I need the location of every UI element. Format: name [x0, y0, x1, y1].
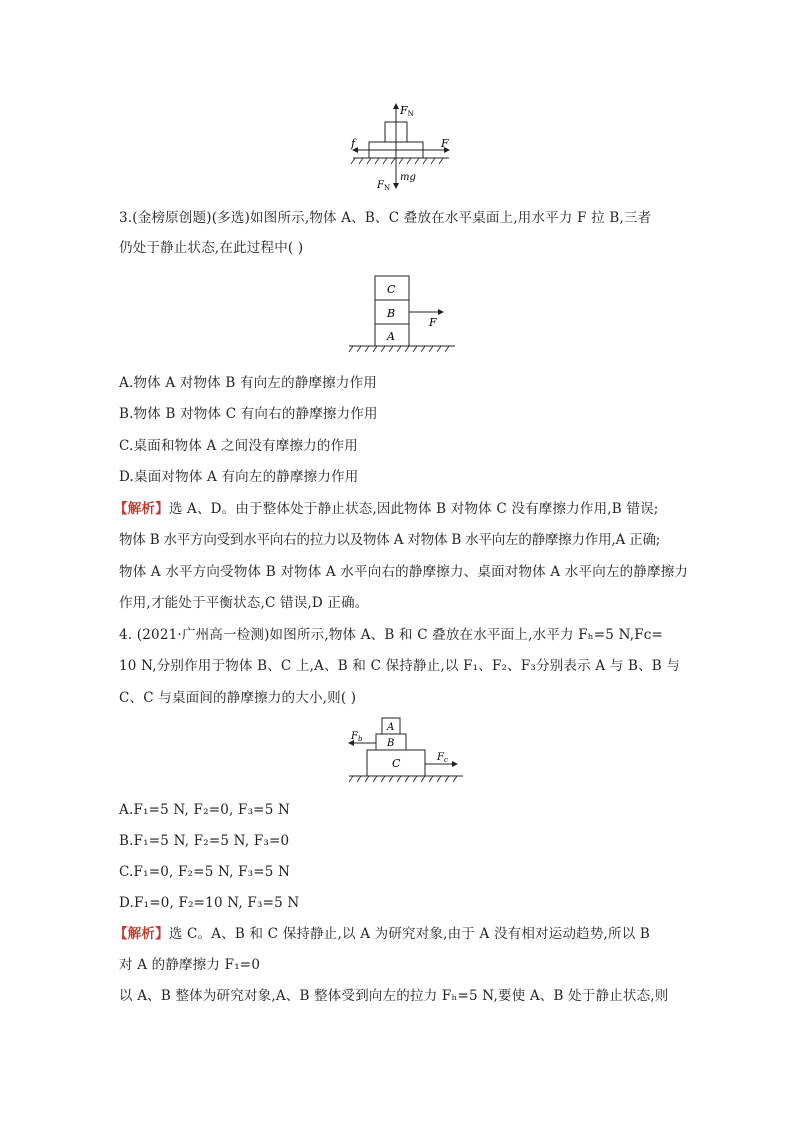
q3-stack-figure [343, 270, 463, 354]
q4-option-b: B.F₁=5 N, F₂=5 N, F₃=0 [119, 833, 290, 849]
q4-stem-line2: 10 N,分别作用于物体 B、C 上,A、B 和 C 保持静止,以 F₁、F₂、F₃分别表示 A 与 B、B 与 [119, 658, 681, 674]
fb-label: $F_b$ [351, 731, 363, 743]
q3-analysis-line4: 作用,才能处于平衡状态,C 错误,D 正确。 [119, 595, 369, 611]
analysis-tag: 【解析】 [114, 501, 169, 517]
label-b: B [387, 307, 396, 320]
mg-label: mg [400, 172, 416, 183]
label-c: C [392, 757, 401, 770]
q4-stem-line1: 4. (2021·广州高一检测)如图所示,物体 A、B 和 C 叠放在水平面上,水平力 Fₕ=5 N,Fᴄ= [119, 627, 664, 643]
q3-stem-line1: 3.(金榜原创题)(多选)如图所示,物体 A、B、C 叠放在水平桌面上,用水平力 F 拉 B,三者 [119, 210, 652, 226]
label-c: C [387, 283, 396, 296]
q4-option-a: A.F₁=5 N, F₂=0, F₃=5 N [119, 802, 290, 818]
q4-analysis-line3: 以 A、B 整体为研究对象,A、B 整体受到向左的拉力 Fₕ=5 N,要使 A、B 处于静止状态,则 [119, 988, 669, 1004]
q4-option-d: D.F₁=0, F₂=10 N, F₃=5 N [119, 895, 300, 911]
f-label: f [351, 137, 356, 150]
label-b: B [387, 738, 395, 749]
q3-stem-line2: 仍处于静止状态,在此过程中( ) [119, 240, 304, 256]
q4-analysis-line2: 对 A 的静摩擦力 F₁=0 [119, 957, 261, 973]
label-a: A [387, 722, 395, 733]
q3-option-c: C.桌面和物体 A 之间没有摩擦力的作用 [119, 438, 358, 454]
q4-option-c: C.F₁=0, F₂=5 N, F₃=5 N [119, 864, 291, 880]
q3-option-a: A.物体 A 对物体 B 有向左的静摩擦力作用 [119, 375, 377, 391]
analysis-tag: 【解析】 [114, 926, 169, 942]
fn2-label: $F_N$ [377, 180, 391, 192]
F-label: F [441, 137, 449, 150]
fn-label: FN [400, 104, 414, 118]
f-label: F [429, 316, 437, 329]
label-a: A [387, 330, 395, 343]
fc-label: $F_c$ [437, 752, 448, 764]
q4-stack-figure [345, 714, 475, 786]
q3-analysis-line1: 【解析】选 A、D。由于整体处于静止状态,因此物体 B 对物体 C 没有摩擦力作用,B 错误; [114, 501, 659, 517]
q4-analysis-line1: 【解析】选 C。A、B 和 C 保持静止,以 A 为研究对象,由于 A 没有相对运动趋势,所以 B [114, 926, 651, 942]
q3-analysis-line2: 物体 B 水平方向受到水平向右的拉力以及物体 A 对物体 B 水平向左的静摩擦力作用,A 正确; [119, 532, 661, 548]
q3-analysis-line3: 物体 A 水平方向受物体 B 对物体 A 水平向右的静摩擦力、桌面对物体 A 水平向左的静摩擦力 [119, 564, 689, 580]
q4-stem-line3: C、C 与桌面间的静摩擦力的大小,则( ) [119, 690, 357, 706]
q3-option-d: D.桌面对物体 A 有向左的静摩擦力作用 [119, 469, 359, 485]
q3-option-b: B.物体 B 对物体 C 有向右的静摩擦力作用 [119, 406, 378, 422]
force-diagram-figure [345, 96, 465, 196]
